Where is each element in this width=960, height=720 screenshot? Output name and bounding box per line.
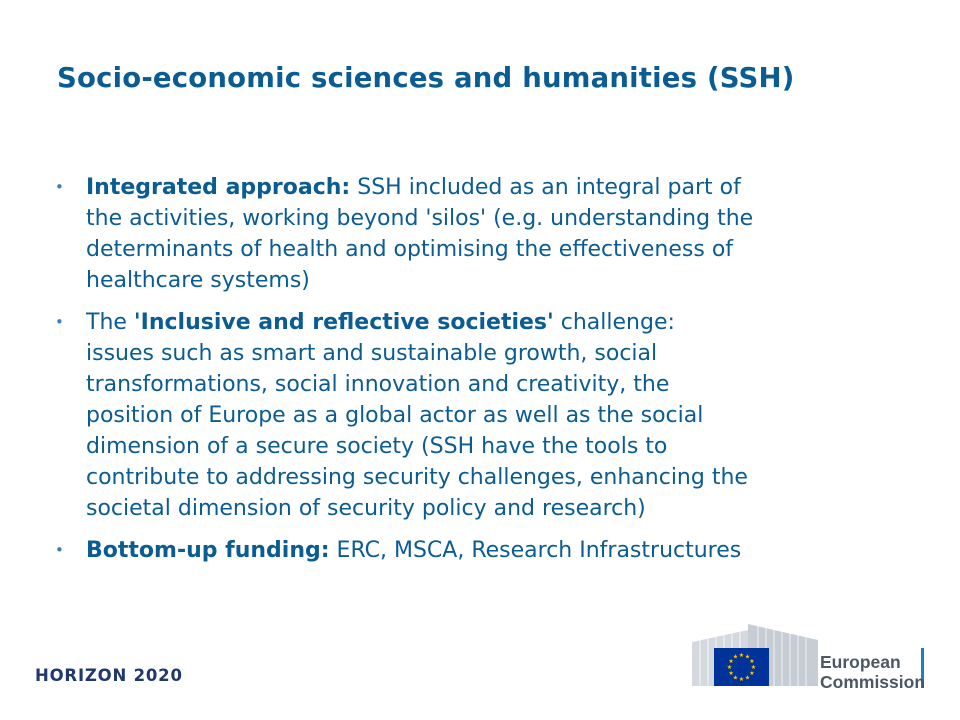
bullet-heading: Integrated approach: bbox=[86, 175, 351, 200]
eu-star-icon: ★ bbox=[750, 664, 757, 671]
bullet-heading: 'Inclusive and reflective societies' bbox=[133, 310, 554, 335]
bullet-text: SSH included as an integral part of bbox=[350, 175, 741, 200]
horizon-2020-label: HORIZON 2020 bbox=[35, 666, 183, 685]
bullet-list bbox=[55, 172, 935, 566]
logo-text-commission: Commission bbox=[820, 672, 926, 692]
eu-star-icon: ★ bbox=[749, 658, 755, 665]
bullet-dot-icon: • bbox=[55, 541, 64, 559]
bullet-line: determinants of health and optimising the effectiveness of bbox=[86, 237, 734, 262]
eu-star-icon: ★ bbox=[744, 674, 751, 682]
bullet-text: The bbox=[86, 310, 134, 335]
bullet-item-integrated-approach bbox=[55, 172, 935, 296]
eu-star-icon: ★ bbox=[744, 653, 751, 661]
eu-star-icon: ★ bbox=[732, 674, 739, 682]
bullet-line: issues such as smart and sustainable growth, social bbox=[86, 341, 658, 366]
bullet-text: challenge: bbox=[553, 310, 675, 335]
bullet-line: contribute to addressing security challenges, enhancing the bbox=[86, 465, 748, 490]
bullet-line: transformations, social innovation and creativity, the bbox=[86, 372, 670, 397]
bullet-item-inclusive-societies bbox=[55, 307, 935, 524]
bullet-line: healthcare systems) bbox=[86, 268, 310, 293]
bullet-item-bottom-up-funding bbox=[55, 535, 935, 566]
eu-star-icon: ★ bbox=[732, 653, 739, 661]
european-commission-logo bbox=[688, 620, 928, 692]
bullet-line: societal dimension of security policy and research) bbox=[86, 496, 646, 521]
bullet-line bbox=[86, 535, 935, 566]
eu-star-icon: ★ bbox=[738, 652, 745, 659]
logo-text bbox=[820, 652, 925, 692]
eu-star-icon: ★ bbox=[728, 658, 734, 665]
bullet-dot-icon: • bbox=[55, 178, 64, 196]
bullet-line: the activities, working beyond 'silos' (e.g. understanding the bbox=[86, 206, 754, 231]
eu-star-icon: ★ bbox=[728, 670, 734, 677]
eu-star-icon: ★ bbox=[738, 676, 745, 683]
bullet-text: ERC, MSCA, Research Infrastructures bbox=[329, 538, 742, 563]
eu-star-icon: ★ bbox=[726, 664, 733, 671]
slide-title: Socio-economic sciences and humanities (SSH) bbox=[57, 62, 795, 94]
berlaymont-building-icon bbox=[688, 620, 823, 692]
bullet-heading: Bottom-up funding: bbox=[86, 538, 330, 563]
eu-star-icon: ★ bbox=[749, 670, 755, 677]
bullet-dot-icon: • bbox=[55, 313, 64, 331]
bullet-line bbox=[86, 307, 935, 338]
logo-text-european: European bbox=[820, 652, 901, 672]
bullet-line bbox=[86, 172, 935, 203]
bullet-line: position of Europe as a global actor as well as the social bbox=[86, 403, 704, 428]
bullet-line: dimension of a secure society (SSH have the tools to bbox=[86, 434, 668, 459]
